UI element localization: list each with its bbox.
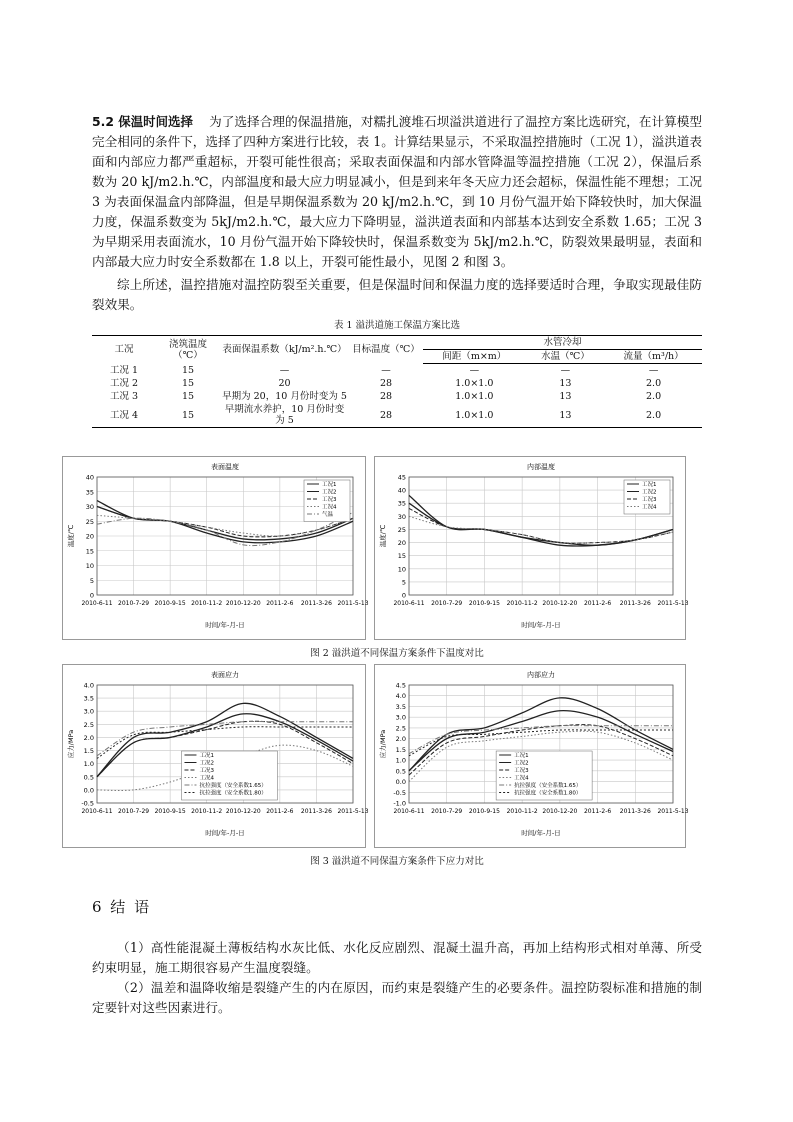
table-row — [92, 364, 702, 378]
y-tick-label: 40 — [85, 473, 94, 482]
figure-2-caption: 图 2 溢洪道不同保温方案条件下温度对比 — [310, 648, 484, 659]
cell-flow: 2.0 — [646, 378, 662, 389]
header-water-cooling: 水管冷却 — [423, 336, 702, 350]
x-tick-label: 2011-3-26 — [619, 600, 651, 607]
x-tick-label: 2011-5-13 — [337, 808, 369, 815]
header-pour-temp: 浇筑温度（℃） — [156, 336, 220, 364]
y-tick-label: 0.0 — [395, 778, 406, 787]
section-5-2-body: 为了选择合理的保温措施，对糯扎渡堆石坝溢洪道进行了温控方案比选研究，在计算模型完全相同的条件下，选择了四种方案进行比较，表 1。计算结果显示，不采取温控措施时（工况 1），溢洪道表面和内部应力都严重超标，开裂可能性很高；采取表面保温和内部水管降温等温控措施（工况 2），保温后系数为 20 kJ/m2.h.℃，内部温度和最大应力明显减小，但是到来年冬天应力还会超标，保温性能不理想；工况 3 为表面保温盒内部降温，但是早期保温系数为 20 kJ/m2.h.℃，到 10 月份气温开始下降较快时，加大保温力度，保温系数变为 5kJ/m2.h.℃，最大应力下降明显，溢洪道表面和内部基本达到安全系数 1.65；工况 3 为早期采用表面流水，10 月份气温开始下降较快时，保温系数变为 5kJ/m2.h.℃，防裂效果最明显，表面和内部最大应力时安全系数都在 1.8 以上，开裂可能性最小，见图 2 和图 3。 — [92, 114, 703, 269]
cell-surface: — — [279, 364, 290, 376]
cell-water-temp: 13 — [526, 403, 605, 428]
legend-label: 工况1 — [322, 482, 337, 488]
x-tick-label: 2011-3-26 — [300, 808, 332, 815]
x-tick-label: 2010-12-20 — [542, 600, 578, 607]
x-tick-label: 2010-11-2 — [191, 600, 223, 607]
y-tick-label: 5 — [401, 578, 406, 587]
x-tick-label: 2010-12-20 — [225, 808, 261, 815]
x-tick-label: 2011-3-26 — [300, 600, 332, 607]
y-tick-label: 45 — [397, 473, 406, 482]
header-water-temp: 水温（℃） — [526, 350, 605, 364]
conclusion-paragraph-2: （2）温差和温降收缩是裂缝产生的内在原因，而约束是裂缝产生的必要条件。温控防裂标准和措施的制定要针对这些因素进行。 — [92, 980, 702, 1015]
cell-water-temp: — — [560, 365, 571, 376]
table-header-row — [92, 336, 702, 350]
header-case: 工况 — [92, 336, 156, 364]
x-tick-label: 2010-6-11 — [393, 808, 425, 815]
y-tick-label: 3.0 — [83, 707, 94, 716]
y-tick-label: 35 — [85, 488, 94, 497]
cell-case: 工况 4 — [92, 403, 156, 428]
x-axis-label: 时间/年-月-日 — [205, 829, 245, 837]
y-tick-label: 40 — [397, 486, 406, 495]
section-5-2-heading: 5.2 保温时间选择 — [92, 114, 193, 129]
table-row — [92, 377, 702, 390]
legend-label: 工况3 — [199, 768, 214, 774]
cell-flow: 2.0 — [646, 391, 662, 402]
y-tick-label: 4.0 — [395, 692, 406, 701]
y-tick-label: 0.5 — [83, 773, 94, 782]
y-tick-label: 10 — [85, 562, 94, 570]
legend-label: 工况4 — [199, 775, 214, 782]
cell-pour: 15 — [181, 378, 195, 389]
legend-label: 工况4 — [322, 504, 337, 511]
y-tick-label: 0 — [401, 591, 406, 600]
cell-case: 工况 2 — [109, 378, 139, 389]
x-tick-label: 2010-7-29 — [118, 808, 150, 815]
y-tick-label: 1.0 — [83, 760, 94, 769]
y-tick-label: 5 — [89, 576, 94, 585]
y-tick-label: 15 — [85, 547, 94, 556]
legend-label: 抗拉强度（安全系数1.80） — [514, 790, 582, 797]
y-tick-label: 3.0 — [395, 713, 406, 722]
cell-water-temp: 13 — [559, 378, 572, 389]
cell-water-temp: 13 — [559, 391, 572, 402]
cell-target: 28 — [379, 391, 393, 402]
x-tick-label: 2010-6-11 — [81, 600, 113, 607]
cell-pour: 15 — [181, 364, 195, 376]
chart-title: 表面应力 — [211, 671, 239, 679]
x-tick-label: 2011-2-6 — [583, 808, 612, 815]
header-target-temp: 目标温度（℃） — [349, 336, 423, 364]
header-surface-coef: 表面保温系数（kJ/m².h.℃） — [220, 336, 349, 364]
y-tick-label: 25 — [85, 517, 94, 526]
x-tick-label: 2011-5-13 — [657, 808, 689, 815]
legend-label: 工况4 — [514, 775, 529, 782]
scheme-comparison-table — [92, 335, 702, 428]
legend-label: 气温 — [322, 512, 334, 518]
legend-label: 工况2 — [199, 760, 214, 767]
table-caption: 表 1 溢洪道施工保温方案比选 — [333, 320, 461, 331]
section-6-heading: 6 结 语 — [92, 898, 152, 916]
y-tick-label: 15 — [397, 552, 406, 561]
y-tick-label: -1.0 — [393, 799, 406, 808]
cell-case: 工况 1 — [109, 364, 139, 376]
y-tick-label: 0.0 — [83, 786, 94, 795]
y-tick-label: 2.5 — [83, 720, 94, 729]
y-tick-label: 4.0 — [83, 681, 94, 690]
y-tick-label: 20 — [397, 539, 406, 548]
legend-label: 抗拉强度（安全系数1.80） — [199, 790, 267, 797]
x-tick-label: 2010-6-11 — [81, 808, 113, 815]
x-tick-label: 2010-9-15 — [468, 808, 500, 815]
surface-stress-chart — [62, 664, 369, 848]
y-axis-label: 温度/℃ — [379, 524, 387, 548]
y-tick-label: 3.5 — [83, 694, 94, 703]
y-tick-label: 1.5 — [395, 745, 406, 754]
table-row — [92, 403, 702, 428]
legend-label: 工况2 — [514, 760, 529, 767]
cell-surface: 20 — [278, 378, 291, 389]
legend-label: 工况3 — [514, 768, 529, 774]
surface-stress-plot — [63, 665, 369, 847]
cell-spacing: — — [469, 365, 480, 376]
y-tick-label: 2.5 — [395, 724, 406, 733]
x-tick-label: 2011-5-13 — [657, 600, 689, 607]
x-tick-label: 2010-7-29 — [431, 808, 463, 815]
x-tick-label: 2011-5-13 — [337, 600, 369, 607]
legend-label: 工况4 — [642, 504, 657, 511]
y-tick-label: 1.0 — [395, 756, 406, 765]
cell-pour: 15 — [156, 403, 220, 428]
header-spacing: 间距（m×m） — [423, 350, 526, 364]
legend-label: 工况1 — [514, 753, 529, 759]
x-tick-label: 2010-12-20 — [225, 600, 261, 607]
y-tick-label: 25 — [397, 525, 406, 534]
table-row — [92, 390, 702, 403]
y-tick-label: 3.5 — [395, 702, 406, 711]
chart-title: 内部应力 — [527, 671, 555, 679]
y-tick-label: 4.5 — [395, 681, 406, 690]
chart-title: 表面温度 — [211, 463, 239, 471]
x-tick-label: 2010-9-15 — [154, 600, 186, 607]
cell-spacing: 1.0×1.0 — [423, 403, 526, 428]
y-tick-label: 2.0 — [395, 735, 406, 744]
x-tick-label: 2010-7-29 — [118, 600, 150, 607]
x-tick-label: 2010-11-2 — [506, 808, 538, 815]
legend-label: 工况3 — [322, 497, 337, 503]
y-tick-label: 30 — [397, 512, 406, 521]
cell-pour: 15 — [181, 391, 195, 402]
figure-3-caption: 图 3 溢洪道不同保温方案条件下应力对比 — [310, 856, 484, 867]
x-tick-label: 2010-12-20 — [542, 808, 578, 815]
legend-label: 工况3 — [642, 497, 657, 503]
x-tick-label: 2011-3-26 — [619, 808, 651, 815]
x-axis-label: 时间/年-月-日 — [521, 829, 561, 837]
cell-flow: — — [648, 365, 659, 376]
x-tick-label: 2010-9-15 — [154, 808, 186, 815]
cell-target: 28 — [349, 403, 423, 428]
y-axis-label: 温度/℃ — [67, 524, 75, 548]
x-tick-label: 2011-2-6 — [266, 600, 294, 607]
legend-label: 工况2 — [322, 489, 337, 496]
x-tick-label: 2010-6-11 — [393, 600, 425, 607]
y-tick-label: 2.0 — [83, 733, 94, 742]
cell-spacing: 1.0×1.0 — [455, 378, 494, 389]
legend-label: 抗拉强度（安全系数1.65） — [199, 783, 267, 789]
y-tick-label: 0.5 — [395, 767, 406, 776]
cell-spacing: 1.0×1.0 — [455, 391, 494, 402]
cell-surface: 早期流水养护，10 月份时变为 5 — [220, 403, 349, 428]
summary-paragraph — [92, 275, 702, 315]
y-tick-label: 0 — [89, 591, 94, 600]
x-axis-label: 时间/年-月-日 — [521, 621, 561, 629]
conclusion-paragraph-1: （1）高性能混凝土薄板结构水灰比低、水化反应剧烈、混凝土温升高，再加上结构形式相对单薄、所受约束明显，施工期很容易产生温度裂缝。 — [92, 940, 702, 975]
legend-label: 抗拉强度（安全系数1.65） — [514, 783, 582, 789]
cell-target: — — [381, 364, 391, 376]
y-tick-label: 20 — [85, 532, 94, 541]
y-tick-label: 35 — [397, 499, 406, 508]
cell-target: 28 — [379, 378, 393, 389]
x-tick-label: 2011-2-6 — [266, 808, 294, 815]
y-tick-label: 1.5 — [83, 747, 94, 756]
legend-label: 工况1 — [642, 482, 657, 488]
y-tick-label: -0.5 — [393, 788, 406, 797]
series-line — [409, 516, 673, 543]
section-5-2-paragraph — [92, 112, 702, 272]
cell-case: 工况 3 — [109, 391, 139, 402]
surface-temperature-plot — [63, 457, 369, 639]
internal-temperature-chart — [374, 456, 689, 640]
x-tick-label: 2011-2-6 — [583, 600, 612, 607]
y-axis-label: 应力/MPa — [379, 729, 387, 759]
x-tick-label: 2010-9-15 — [468, 600, 500, 607]
y-tick-label: 10 — [397, 565, 406, 574]
y-tick-label: 30 — [85, 503, 94, 511]
cell-surface: 早期为 20，10 月份时变为 5 — [222, 391, 347, 402]
internal-temperature-plot — [375, 457, 689, 639]
x-tick-label: 2010-7-29 — [431, 600, 463, 607]
internal-stress-chart — [374, 664, 689, 848]
x-tick-label: 2010-11-2 — [506, 600, 538, 607]
y-tick-label: -0.5 — [81, 799, 94, 808]
surface-temperature-chart — [62, 456, 369, 640]
legend-label: 工况2 — [642, 489, 657, 496]
internal-stress-plot — [375, 665, 689, 847]
header-flow: 流量（m³/h） — [605, 350, 702, 364]
cell-flow: 2.0 — [605, 403, 702, 428]
x-tick-label: 2010-11-2 — [191, 808, 223, 815]
summary-text: 综上所述，温控措施对温控防裂至关重要，但是保温时间和保温力度的选择要适时合理，争取实现最佳防裂效果。 — [92, 277, 702, 312]
y-axis-label: 应力/MPa — [67, 729, 75, 759]
legend-label: 工况1 — [199, 753, 214, 759]
chart-title: 内部温度 — [527, 463, 555, 471]
x-axis-label: 时间/年-月-日 — [205, 621, 245, 629]
